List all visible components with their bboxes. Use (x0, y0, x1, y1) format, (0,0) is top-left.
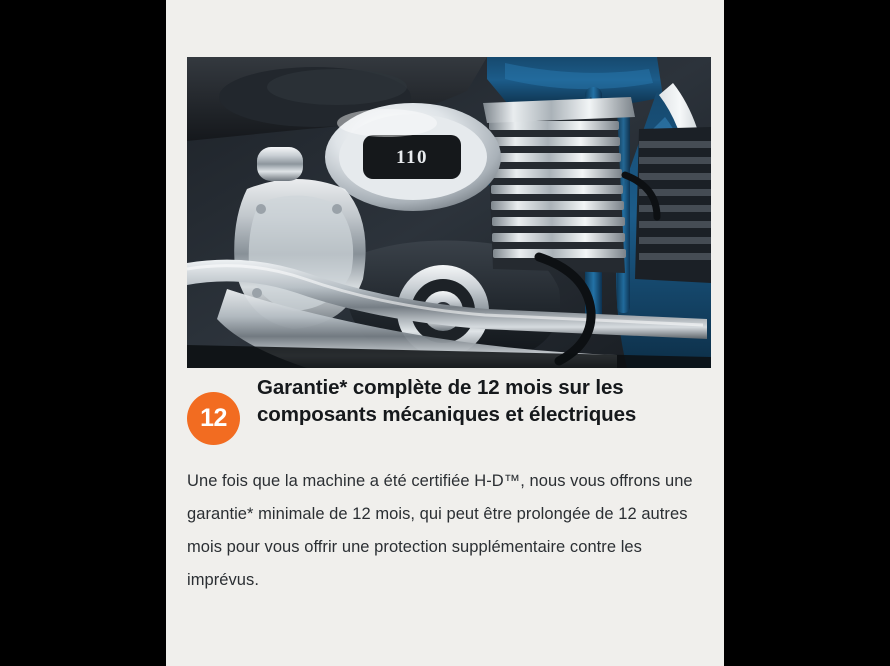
step-number-badge: 12 (187, 392, 240, 445)
content-card (166, 0, 724, 666)
page-title: Garantie* complète de 12 mois sur les composants mécaniques et électriques (257, 376, 637, 426)
motorcycle-engine-photo (187, 57, 711, 368)
body-paragraph: Une fois que la machine a été certifiée H-D™, nous vous offrons une garantie* minimale de 12 mois, qui peut être prolongée de 12 autres mois pour vous offrir une protection supplémentaire contre les imprévus. (187, 472, 693, 589)
hero-image (187, 57, 711, 368)
headline-row (187, 372, 711, 445)
air-cleaner-badge-text: 110 (396, 147, 428, 168)
